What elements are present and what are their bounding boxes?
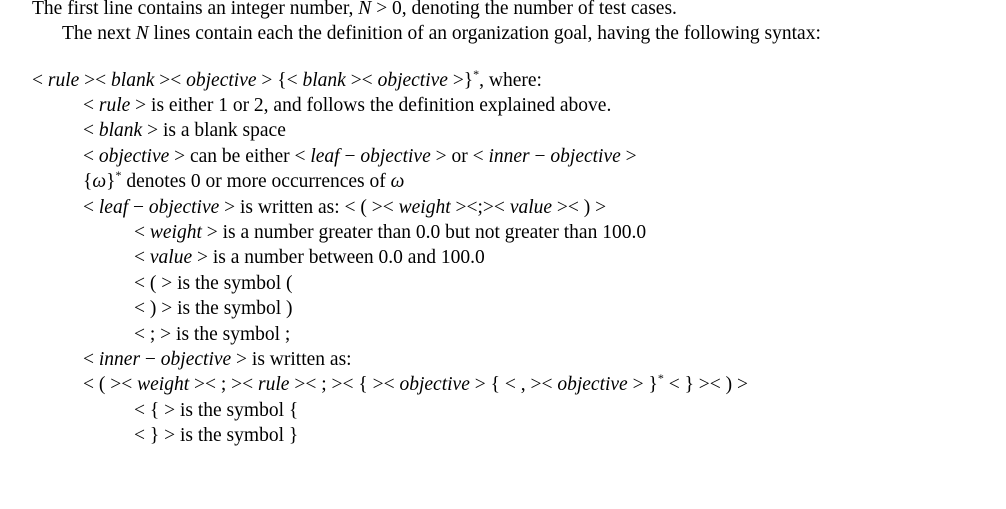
text-segment: > {< (256, 70, 303, 91)
text-line-13 (134, 322, 290, 347)
text-segment: { (83, 171, 93, 192)
text-line-17 (134, 423, 298, 448)
text-segment: > is a blank space (142, 120, 286, 141)
math-symbol: leaf (98, 197, 129, 218)
text-line-2 (62, 21, 821, 46)
text-segment: < (134, 247, 150, 268)
math-symbol: objective (186, 70, 257, 91)
text-segment: < (32, 70, 48, 91)
text-segment: > (620, 146, 637, 167)
text-segment: The next (62, 23, 136, 44)
text-segment: >< (154, 70, 187, 91)
superscript: * (115, 168, 122, 182)
text-segment: >< ) > (552, 197, 607, 218)
math-symbol: objective (399, 374, 470, 395)
text-segment: > } (627, 374, 658, 395)
math-symbol: objective (360, 146, 431, 167)
text-segment: < (83, 197, 99, 218)
math-symbol: rule (47, 70, 80, 91)
text-segment: > is a number greater than 0.0 but not greater than 100.0 (201, 222, 647, 243)
text-segment: ><;>< (450, 197, 510, 218)
text-segment: < ) > is the symbol ) (134, 298, 293, 319)
math-symbol: objective (557, 374, 628, 395)
text-segment: > or < (430, 146, 489, 167)
text-segment: − (529, 146, 551, 167)
text-segment: The first line contains an integer number, (32, 0, 359, 19)
text-segment: lines contain each the definition of an organization goal, having the following syntax: (148, 23, 821, 44)
math-symbol: weight (149, 222, 202, 243)
math-symbol: N (135, 23, 149, 44)
text-segment: − (140, 349, 161, 370)
text-line-9 (134, 220, 646, 245)
text-segment: < ; > is the symbol ; (134, 324, 291, 345)
math-symbol: leaf (310, 146, 340, 167)
text-segment: < (134, 222, 150, 243)
text-segment: < (83, 120, 99, 141)
text-line-1 (32, 0, 677, 21)
text-segment: >< ; >< (189, 374, 259, 395)
text-segment: > can be either < (169, 146, 311, 167)
text-segment: < (83, 349, 99, 370)
text-segment: > is either 1 or 2, and follows the definition explained above. (130, 95, 612, 116)
math-symbol: ω (92, 171, 107, 192)
text-segment: > { < , >< (469, 374, 558, 395)
math-symbol: objective (148, 197, 220, 218)
text-segment: − (339, 146, 361, 167)
math-symbol: N (358, 0, 372, 19)
math-symbol: objective (550, 146, 621, 167)
text-segment: >< ; >< { >< (289, 374, 400, 395)
text-line-8 (83, 195, 606, 220)
text-line-11 (134, 271, 293, 296)
math-symbol: objective (98, 146, 170, 167)
text-segment: < } >< ) > (663, 374, 749, 395)
math-symbol: value (509, 197, 553, 218)
text-line-16 (134, 398, 298, 423)
math-symbol: blank (111, 70, 155, 91)
text-segment: < (83, 146, 99, 167)
text-line-6 (83, 144, 637, 169)
text-segment: > is a number between 0.0 and 100.0 (192, 247, 485, 268)
superscript: * (657, 371, 664, 385)
math-symbol: inner (98, 349, 141, 370)
text-segment: < ( >< (83, 374, 138, 395)
text-line-4 (83, 93, 611, 118)
text-line-5 (83, 118, 286, 143)
text-segment: >} (447, 70, 474, 91)
text-segment: < (83, 95, 99, 116)
math-symbol: blank (98, 120, 143, 141)
text-line-7 (83, 169, 404, 196)
math-symbol: objective (377, 70, 448, 91)
text-segment: >< (79, 70, 112, 91)
text-line-15 (83, 372, 748, 399)
text-segment: > is written as: (231, 349, 352, 370)
text-segment: > is written as: < ( >< (219, 197, 399, 218)
text-line-12 (134, 296, 293, 321)
text-segment: >< (345, 70, 378, 91)
text-segment: − (128, 197, 149, 218)
text-segment: , where: (479, 70, 542, 91)
math-symbol: rule (258, 374, 290, 395)
text-segment: } (106, 171, 116, 192)
text-segment: < ( > is the symbol ( (134, 273, 293, 294)
math-symbol: weight (398, 197, 451, 218)
math-symbol: blank (302, 70, 346, 91)
text-segment: denotes 0 or more occurrences of (121, 171, 391, 192)
text-line-3 (32, 68, 542, 95)
math-symbol: rule (98, 95, 131, 116)
text-segment: < } > is the symbol } (134, 425, 299, 446)
math-symbol: value (149, 247, 193, 268)
superscript: * (473, 67, 480, 81)
text-segment: > 0, denoting the number of test cases. (371, 0, 677, 19)
math-symbol: objective (160, 349, 232, 370)
math-symbol: weight (137, 374, 190, 395)
math-symbol: inner (488, 146, 530, 167)
text-segment: < { > is the symbol { (134, 400, 299, 421)
text-line-14 (83, 347, 352, 372)
math-symbol: ω (390, 171, 405, 192)
text-line-10 (134, 245, 485, 270)
